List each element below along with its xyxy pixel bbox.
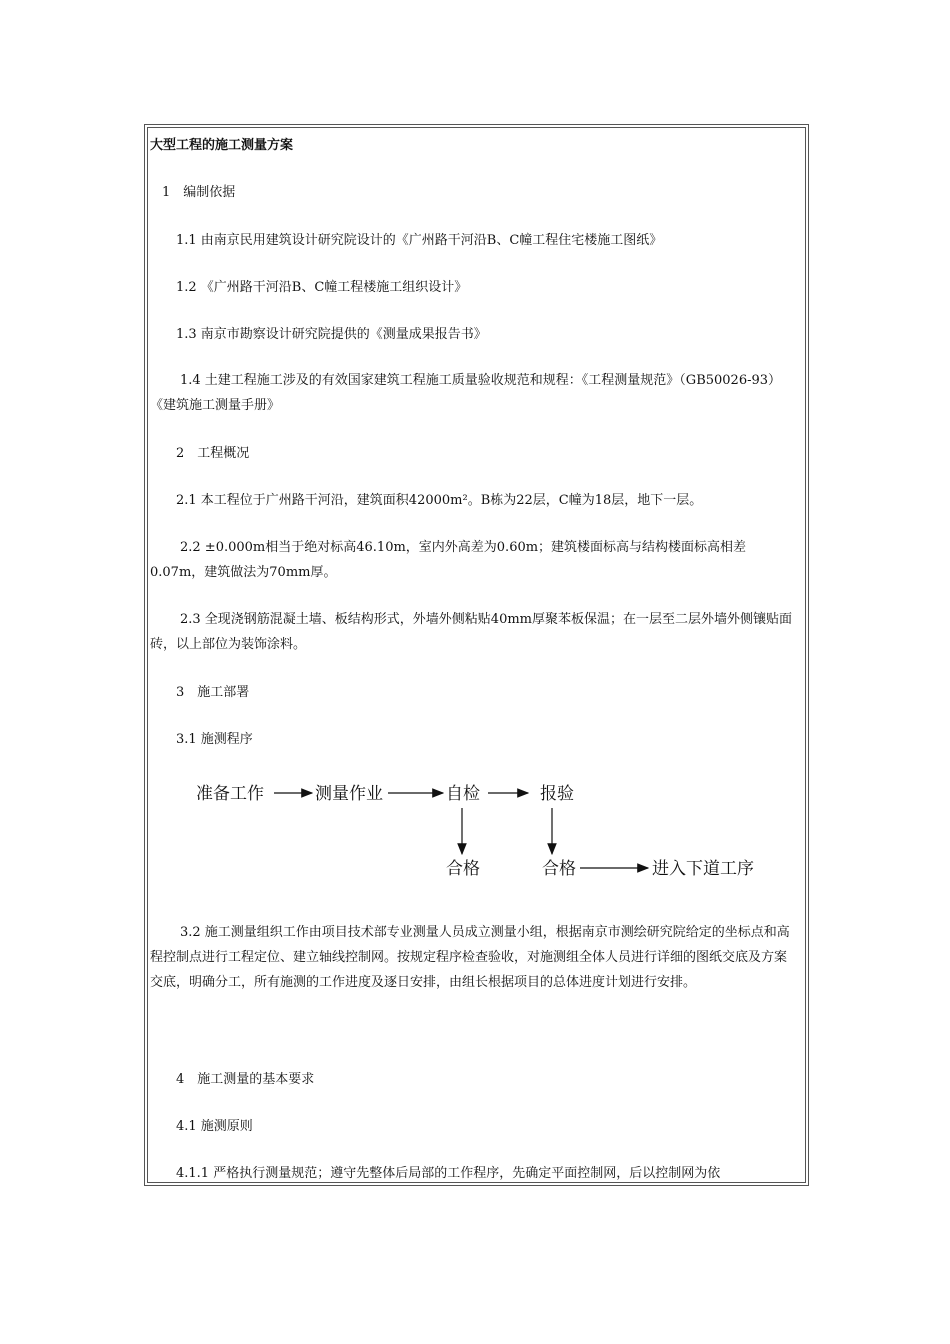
para-1-2: 1.2 《广州路干河沿B、C幢工程楼施工组织设计》 xyxy=(176,280,468,295)
para-4-1: 4.1 施测原则 xyxy=(176,1119,253,1134)
flow-selfcheck: 自检 xyxy=(446,784,480,804)
document-content xyxy=(147,127,806,1183)
para-2-1: 2.1 本工程位于广州路干河沿，建筑面积42000m²。B栋为22层，C幢为18层，地下一层。 xyxy=(176,493,703,508)
heading-2: 2 工程概况 xyxy=(176,446,250,461)
document-frame xyxy=(144,124,809,1186)
para-2-3: 2.3 全现浇钢筋混凝土墙、板结构形式，外墙外侧粘贴40mm厚聚苯板保温；在一层至二层外墙外侧镶贴面砖，以上部位为装饰涂料。 xyxy=(150,612,793,652)
para-1-4: 1.4 土建工程施工涉及的有效国家建筑工程施工质量验收规范和规程：《工程测量规范》（GB50026-93） 《建筑施工测量手册》 xyxy=(150,373,782,413)
flow-pass-2: 合格 xyxy=(542,859,576,879)
heading-3: 3 施工部署 xyxy=(176,685,250,700)
flow-prepare: 准备工作 xyxy=(196,784,264,804)
para-3-1: 3.1 施测程序 xyxy=(176,732,253,747)
flow-next: 进入下道工序 xyxy=(652,859,754,879)
document-title: 大型工程的施工测量方案 xyxy=(150,138,294,153)
heading-4: 4 施工测量的基本要求 xyxy=(176,1072,315,1087)
flow-measure: 测量作业 xyxy=(315,784,383,804)
para-1-1: 1.1 由南京民用建筑设计研究院设计的《广州路干河沿B、C幢工程住宅楼施工图纸》 xyxy=(176,233,663,248)
para-3-2: 3.2 施工测量组织工作由项目技术部专业测量人员成立测量小组，根据南京市测绘研究院给定的坐标点和高程控制点进行工程定位、建立轴线控制网。按规定程序检查验收，对施测组全体人员进行详细的图纸交底及方案交底，明确分工，所有施测的工作进度及逐日安排，由组长根据项目的总体进度计划进行安排。 xyxy=(150,925,790,990)
heading-1: 1 编制依据 xyxy=(162,185,236,200)
para-1-3: 1.3 南京市勘察设计研究院提供的《测量成果报告书》 xyxy=(176,327,487,342)
flow-pass-1: 合格 xyxy=(446,859,480,879)
para-2-2: 2.2 ±0.000m相当于绝对标高46.10m，室内外高差为0.60m；建筑楼面标高与结构楼面标高相差0.07m，建筑做法为70mm厚。 xyxy=(150,540,747,580)
flow-diagram xyxy=(188,768,788,898)
para-4-1-1: 4.1.1 严格执行测量规范；遵守先整体后局部的工作程序，先确定平面控制网，后以控制网为依 xyxy=(176,1166,721,1181)
flow-report: 报验 xyxy=(540,784,574,804)
